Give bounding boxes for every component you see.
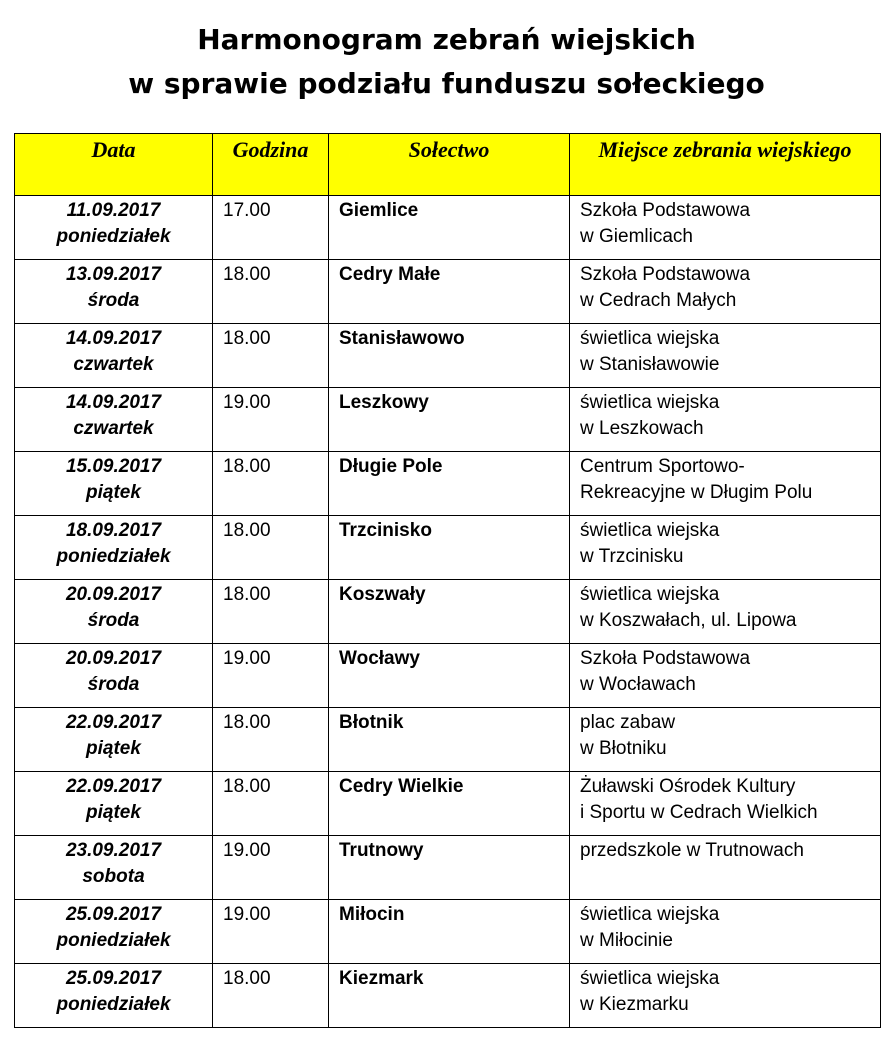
meeting-place <box>570 196 881 260</box>
meeting-time: 18.00 <box>213 580 329 644</box>
meeting-place <box>570 772 881 836</box>
date-cell <box>15 644 213 708</box>
meeting-place <box>570 388 881 452</box>
meeting-place-line-1: Centrum Sportowo- <box>580 456 745 477</box>
table-row <box>15 964 881 1028</box>
table-row <box>15 836 881 900</box>
meeting-place <box>570 452 881 516</box>
meeting-place-line-1: plac zabaw <box>580 712 676 733</box>
table-row <box>15 196 881 260</box>
meeting-time: 17.00 <box>213 196 329 260</box>
meeting-date: 22.09.2017 <box>65 712 162 733</box>
date-cell <box>15 772 213 836</box>
meeting-place <box>570 900 881 964</box>
meeting-place <box>570 580 881 644</box>
meeting-weekday: piątek <box>86 738 141 759</box>
meeting-place-line-2: w Kiezmarku <box>580 994 689 1015</box>
date-cell <box>15 260 213 324</box>
header-village: Sołectwo <box>329 134 570 196</box>
village-name: Stanisławowo <box>329 324 570 388</box>
meeting-place <box>570 516 881 580</box>
meeting-place-line-2: w Wocławach <box>580 674 696 695</box>
meeting-date: 18.09.2017 <box>65 520 162 541</box>
meeting-place-line-2: w Cedrach Małych <box>580 290 737 311</box>
header-place: Miejsce zebrania wiejskiego <box>570 134 881 196</box>
meeting-date: 14.09.2017 <box>65 328 162 349</box>
meeting-place-line-1: świetlica wiejska <box>580 328 720 349</box>
meeting-weekday: czwartek <box>73 354 154 375</box>
meeting-weekday: poniedziałek <box>56 546 171 567</box>
meeting-place-line-2: w Trzcinisku <box>580 546 684 567</box>
meeting-schedule-table <box>14 133 881 1028</box>
date-cell <box>15 324 213 388</box>
meeting-time: 18.00 <box>213 772 329 836</box>
meeting-place <box>570 324 881 388</box>
meeting-date: 25.09.2017 <box>65 968 162 989</box>
table-row <box>15 260 881 324</box>
meeting-place-line-2: i Sportu w Cedrach Wielkich <box>580 802 818 823</box>
table-body <box>15 196 881 1028</box>
table-row <box>15 324 881 388</box>
meeting-time: 18.00 <box>213 964 329 1028</box>
meeting-place <box>570 644 881 708</box>
village-name: Trzcinisko <box>329 516 570 580</box>
village-name: Leszkowy <box>329 388 570 452</box>
village-name: Cedry Wielkie <box>329 772 570 836</box>
table-row <box>15 644 881 708</box>
meeting-place-line-1: świetlica wiejska <box>580 392 720 413</box>
meeting-place-line-1: świetlica wiejska <box>580 584 720 605</box>
meeting-date: 22.09.2017 <box>65 776 162 797</box>
meeting-place-line-1: Szkoła Podstawowa <box>580 648 751 669</box>
table-row <box>15 900 881 964</box>
table-row <box>15 580 881 644</box>
meeting-weekday: środa <box>87 290 140 311</box>
table-row <box>15 772 881 836</box>
meeting-weekday: czwartek <box>73 418 154 439</box>
meeting-place-line-2: w Stanisławowie <box>580 354 720 375</box>
meeting-weekday: piątek <box>86 482 141 503</box>
date-cell <box>15 708 213 772</box>
date-cell <box>15 452 213 516</box>
meeting-place-line-1: Szkoła Podstawowa <box>580 200 751 221</box>
table-row <box>15 452 881 516</box>
meeting-time: 18.00 <box>213 708 329 772</box>
village-name: Miłocin <box>329 900 570 964</box>
meeting-place-line-1: świetlica wiejska <box>580 520 720 541</box>
meeting-weekday: poniedziałek <box>56 226 171 247</box>
meeting-place-line-2: Rekreacyjne w Długim Polu <box>580 482 813 503</box>
meeting-place-line-2: w Koszwałach, ul. Lipowa <box>580 610 797 631</box>
meeting-place-line-1: przedszkole w Trutnowach <box>580 840 804 861</box>
meeting-time: 19.00 <box>213 388 329 452</box>
meeting-time: 19.00 <box>213 644 329 708</box>
date-cell <box>15 900 213 964</box>
village-name: Cedry Małe <box>329 260 570 324</box>
table-header-row <box>15 134 881 196</box>
meeting-place <box>570 964 881 1028</box>
meeting-place-line-1: Szkoła Podstawowa <box>580 264 751 285</box>
meeting-date: 15.09.2017 <box>65 456 162 477</box>
village-name: Giemlice <box>329 196 570 260</box>
document-title <box>0 18 893 106</box>
meeting-place <box>570 260 881 324</box>
meeting-place <box>570 708 881 772</box>
meeting-weekday: środa <box>87 610 140 631</box>
meeting-weekday: poniedziałek <box>56 930 171 951</box>
meeting-date: 25.09.2017 <box>65 904 162 925</box>
meeting-time: 18.00 <box>213 260 329 324</box>
date-cell <box>15 836 213 900</box>
meeting-date: 14.09.2017 <box>65 392 162 413</box>
table-row <box>15 516 881 580</box>
meeting-place-line-2: w Miłocinie <box>580 930 673 951</box>
title-line-1: Harmonogram zebrań wiejskich <box>197 23 696 56</box>
table-row <box>15 388 881 452</box>
meeting-time: 19.00 <box>213 836 329 900</box>
village-name: Kiezmark <box>329 964 570 1028</box>
meeting-weekday: piątek <box>86 802 141 823</box>
meeting-place-line-1: Żuławski Ośrodek Kultury <box>580 776 796 797</box>
meeting-place-line-1: świetlica wiejska <box>580 968 720 989</box>
header-date: Data <box>15 134 213 196</box>
meeting-date: 20.09.2017 <box>65 584 162 605</box>
meeting-date: 20.09.2017 <box>65 648 162 669</box>
date-cell <box>15 964 213 1028</box>
meeting-weekday: poniedziałek <box>56 994 171 1015</box>
meeting-date: 23.09.2017 <box>65 840 162 861</box>
meeting-date: 13.09.2017 <box>65 264 162 285</box>
meeting-weekday: środa <box>87 674 140 695</box>
meeting-time: 18.00 <box>213 452 329 516</box>
village-name: Długie Pole <box>329 452 570 516</box>
meeting-place-line-1: świetlica wiejska <box>580 904 720 925</box>
title-line-2: w sprawie podziału funduszu sołeckiego <box>128 67 765 100</box>
meeting-place-line-2: w Leszkowach <box>580 418 704 439</box>
meeting-place <box>570 836 881 900</box>
meeting-time: 19.00 <box>213 900 329 964</box>
meeting-time: 18.00 <box>213 516 329 580</box>
date-cell <box>15 196 213 260</box>
date-cell <box>15 580 213 644</box>
village-name: Wocławy <box>329 644 570 708</box>
meeting-weekday: sobota <box>82 866 145 887</box>
village-name: Trutnowy <box>329 836 570 900</box>
meeting-date: 11.09.2017 <box>66 200 161 221</box>
header-time: Godzina <box>213 134 329 196</box>
date-cell <box>15 388 213 452</box>
meeting-time: 18.00 <box>213 324 329 388</box>
table-row <box>15 708 881 772</box>
meeting-place-line-2: w Giemlicach <box>580 226 693 247</box>
village-name: Koszwały <box>329 580 570 644</box>
date-cell <box>15 516 213 580</box>
meeting-place-line-2: w Błotniku <box>580 738 667 759</box>
village-name: Błotnik <box>329 708 570 772</box>
